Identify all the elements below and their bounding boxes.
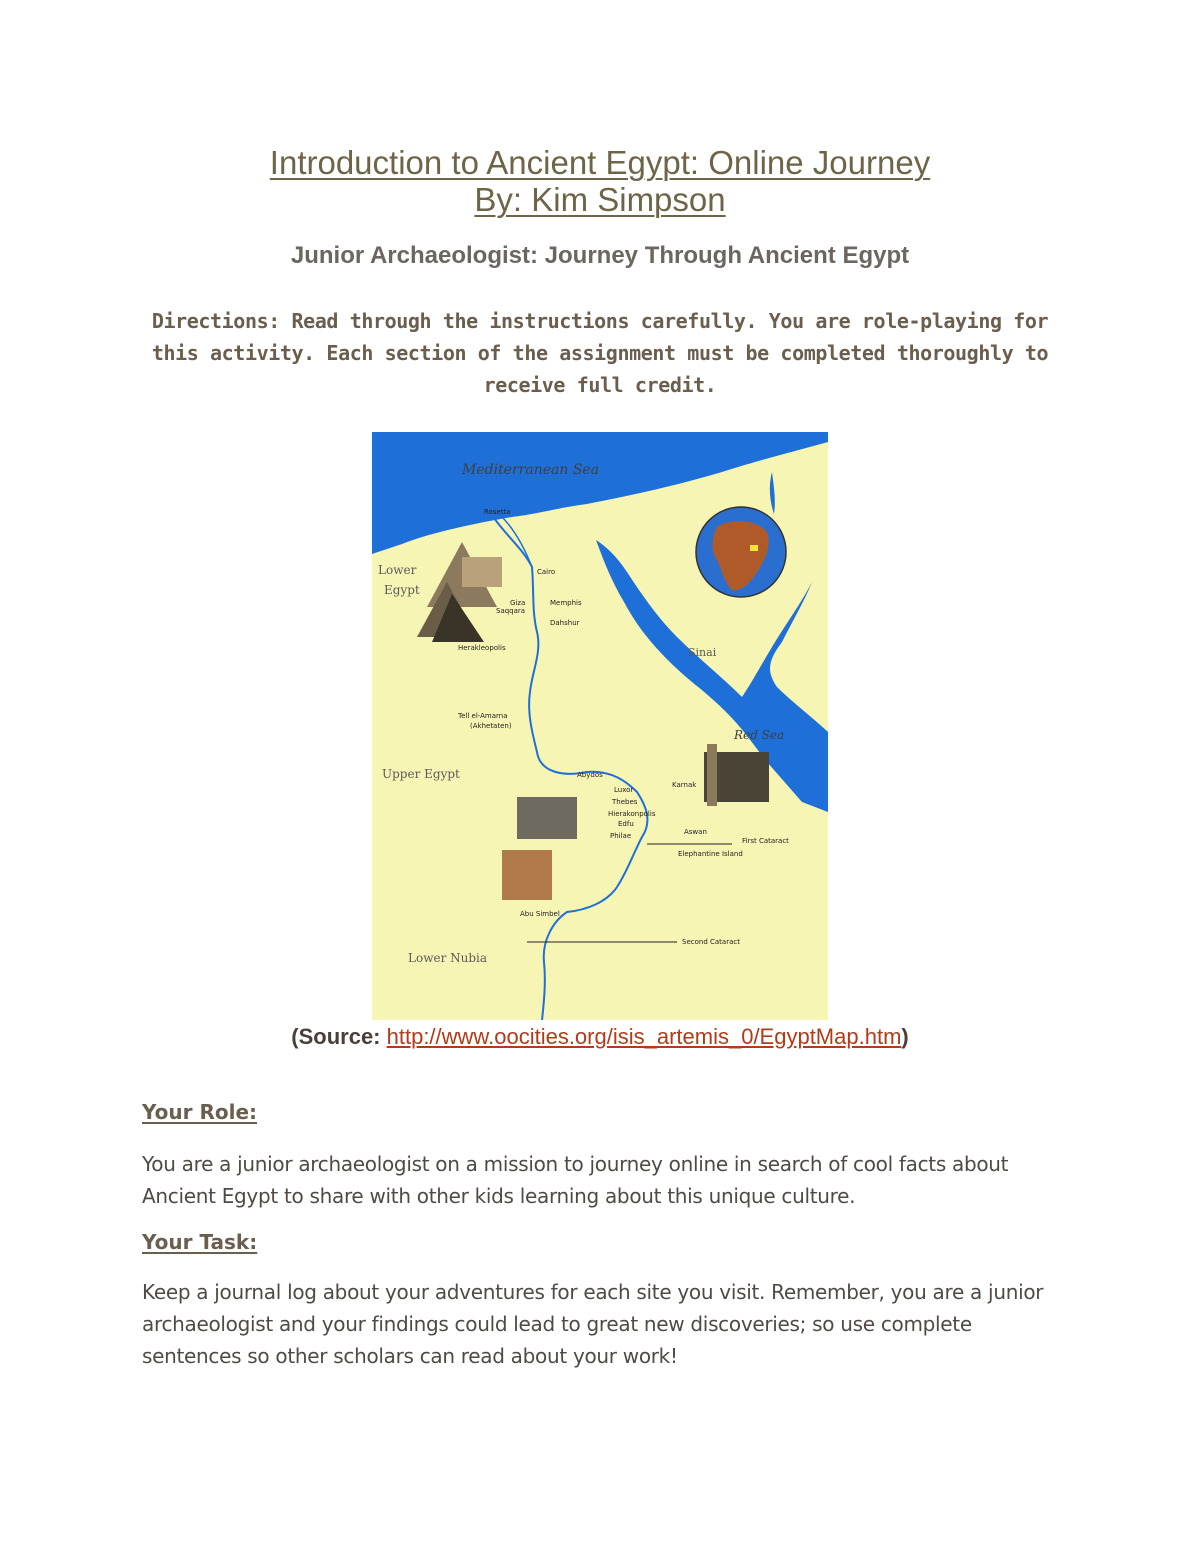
label-lower-egypt-2: Egypt — [384, 583, 420, 597]
egypt-map — [372, 432, 828, 1020]
label-abu-simbel: Abu Simbel — [520, 910, 560, 918]
source-link[interactable]: http://www.oocities.org/isis_artemis_0/EgyptMap.htm — [386, 1024, 902, 1049]
label-giza: Giza — [510, 599, 526, 607]
label-edfu: Edfu — [618, 820, 634, 828]
label-amarna: Tell el-Amarna — [458, 712, 508, 720]
label-upper-egypt: Upper Egypt — [382, 767, 460, 781]
label-rosetta: Rosetta — [484, 508, 511, 516]
label-akhetaten: (Akhetaten) — [470, 722, 512, 730]
abu-simbel-illustration — [502, 850, 552, 900]
label-cairo: Cairo — [537, 568, 556, 576]
label-hierakonpolis: Hierakonpolis — [608, 810, 656, 818]
label-first-cataract: First Cataract — [742, 837, 789, 845]
label-karnak: Karnak — [672, 781, 697, 789]
source-prefix: (Source: — [291, 1024, 387, 1049]
source-citation — [0, 1024, 1200, 1050]
edfu-temple-illustration — [517, 797, 577, 839]
task-text: Keep a journal log about your adventures for each site you visit. Remember, you are a junior archaeologist and your findings could lead to great new discoveries; so use complete sentences so other scholars can read about your work! — [142, 1280, 1044, 1368]
document-title: Introduction to Ancient Egypt: Online Journey — [269, 144, 931, 181]
label-memphis: Memphis — [550, 599, 582, 607]
label-red-sea: Red Sea — [734, 728, 785, 742]
document-subtitle: Junior Archaeologist: Journey Through Ancient Egypt — [290, 242, 910, 269]
label-lower-egypt-1: Lower — [378, 563, 417, 577]
label-luxor: Luxor — [614, 786, 634, 794]
label-dahshur: Dahshur — [550, 619, 580, 627]
label-saqqara: Saqqara — [496, 607, 526, 615]
role-text: You are a junior archaeologist on a mission to journey online in search of cool facts about Ancient Egypt to share with other kids learning about this unique culture. — [142, 1152, 1009, 1208]
source-suffix: ) — [901, 1024, 909, 1049]
directions-text: Directions: Read through the instructions carefully. You are role-playing for this activity. Each section of the assignment must be completed thoroughly to receive full credit. — [151, 309, 1049, 397]
label-herakleopolis: Herakleopolis — [458, 644, 506, 652]
statue-illustration — [707, 744, 717, 806]
task-heading: Your Task: — [142, 1230, 258, 1254]
label-elephantine: Elephantine Island — [678, 850, 743, 858]
label-philae: Philae — [610, 832, 632, 840]
label-aswan: Aswan — [684, 828, 707, 836]
label-second-cataract: Second Cataract — [682, 938, 740, 946]
role-heading: Your Role: — [142, 1100, 258, 1124]
globe-icon — [696, 507, 786, 597]
document-author: By: Kim Simpson — [474, 181, 726, 218]
label-thebes: Thebes — [612, 798, 638, 806]
label-lower-nubia: Lower Nubia — [408, 951, 488, 965]
label-abydos: Abydos — [577, 771, 603, 779]
label-mediterranean-sea: Mediterranean Sea — [462, 462, 600, 478]
label-sinai: Sinai — [688, 646, 717, 659]
